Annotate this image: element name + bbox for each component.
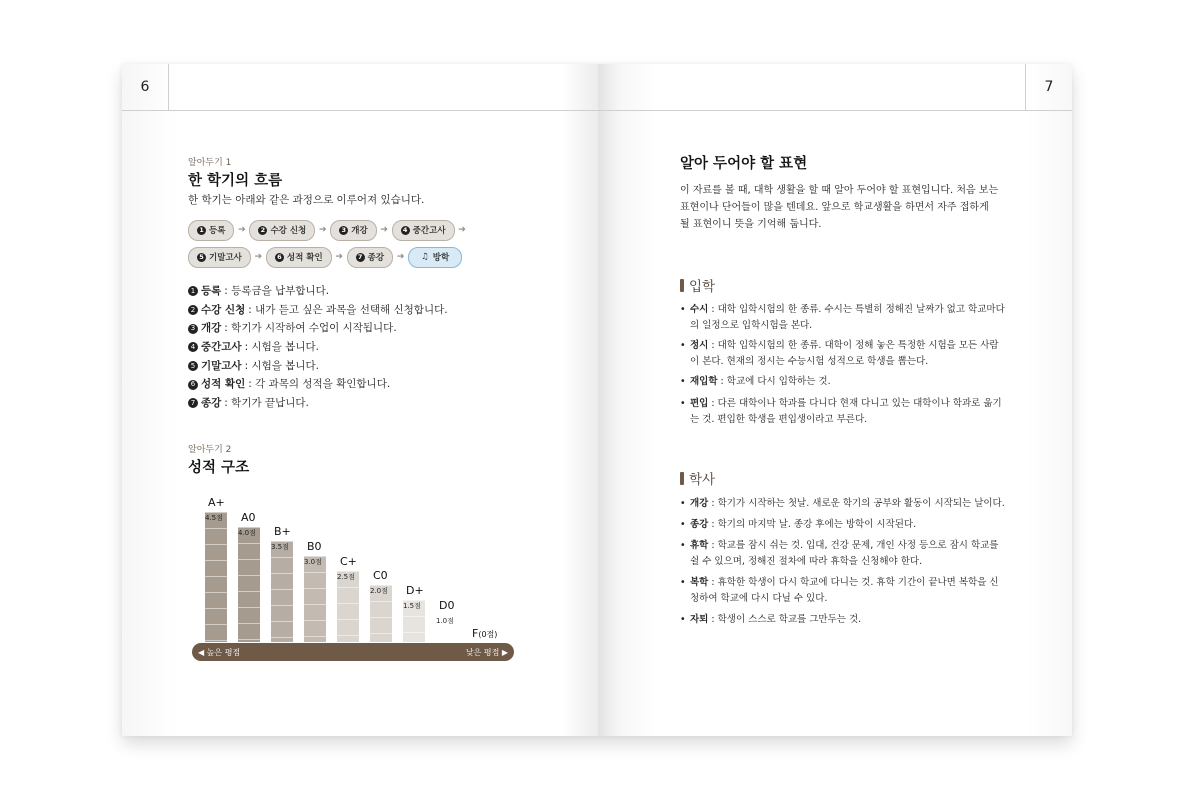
right-page bbox=[598, 64, 1072, 736]
step-number-badge: 2 bbox=[258, 226, 267, 235]
list-item: 1 등록 : 등록금을 납부합니다. bbox=[188, 282, 448, 301]
bar-value-label: 1.5점 bbox=[403, 602, 421, 610]
book-spread bbox=[122, 64, 1072, 736]
step-number-badge: 5 bbox=[188, 361, 198, 371]
step-number-badge: 3 bbox=[188, 324, 198, 334]
grade-label: A+ bbox=[208, 496, 225, 509]
list-item: 6 성적 확인 : 각 과목의 성적을 확인합니다. bbox=[188, 375, 448, 394]
grade-label: D+ bbox=[406, 584, 424, 597]
bar-value-label: 4.0점 bbox=[238, 529, 256, 537]
admission-term-list bbox=[680, 302, 1010, 428]
flow-step-course-registration: 2 수강 신청 bbox=[249, 220, 315, 241]
chart-gradient-band bbox=[192, 643, 514, 661]
header-divider bbox=[598, 110, 1072, 111]
section-marker bbox=[680, 472, 684, 485]
section-heading-admission: 입학 bbox=[680, 275, 715, 295]
arrow-right-icon: ➔ bbox=[238, 225, 246, 235]
band-label-low: 낮은 평점 ▶ bbox=[465, 647, 508, 657]
list-item: 7 종강 : 학기가 끝납니다. bbox=[188, 394, 448, 413]
list-item: • 휴학 : 학교를 잠시 쉬는 것. 입대, 건강 문제, 개인 사정 등으로 잠시 학교를 쉴 수 있으며, 정해진 절차에 따라 휴학을 신청해야 한다. bbox=[680, 538, 1010, 570]
list-item: 2 수강 신청 : 내가 듣고 싶은 과목을 선택해 신청합니다. bbox=[188, 301, 448, 320]
list-item: • 복학 : 휴학한 학생이 다시 학교에 다니는 것. 휴학 기간이 끝나면 복학을 신 청하여 학교에 다시 다닐 수 있다. bbox=[680, 575, 1010, 607]
flow-step-final: 5 기말고사 bbox=[188, 247, 251, 268]
flow-row-2 bbox=[188, 246, 462, 268]
music-note-icon: ♫ bbox=[421, 252, 429, 262]
bar-value-label: 3.5점 bbox=[271, 543, 289, 551]
grade-label: F(0점) bbox=[472, 627, 498, 640]
grade-label: D0 bbox=[439, 599, 455, 612]
list-item: 3 개강 : 학기가 시작하여 수업이 시작됩니다. bbox=[188, 319, 448, 338]
step-number-badge: 4 bbox=[188, 342, 198, 352]
list-item: • 편입 : 다른 대학이나 학과를 다니다 현재 다니고 있는 대학이나 학과로 옮기 는 것. 편입한 학생을 편입생이라고 부른다. bbox=[680, 396, 1010, 428]
list-item: • 재입학 : 학교에 다시 입학하는 것. bbox=[680, 374, 1010, 390]
list-item: • 자퇴 : 학생이 스스로 학교를 그만두는 것. bbox=[680, 612, 1010, 628]
section2-eyebrow: 알아두기 2 bbox=[188, 445, 232, 455]
section2-title: 성적 구조 bbox=[188, 460, 250, 476]
step-description-list bbox=[188, 282, 448, 413]
grade-chart bbox=[192, 489, 522, 669]
band-label-high: ◀ 높은 평점 bbox=[198, 647, 241, 657]
grade-bar bbox=[303, 555, 327, 643]
section1-title: 한 학기의 흐름 bbox=[188, 173, 283, 189]
header-divider bbox=[122, 110, 598, 111]
section-marker bbox=[680, 279, 684, 292]
list-item: 4 중간고사 : 시험을 봅니다. bbox=[188, 338, 448, 357]
step-number-badge: 2 bbox=[188, 305, 198, 315]
grade-label: C0 bbox=[373, 569, 388, 582]
arrow-right-icon: ➔ bbox=[254, 252, 263, 262]
step-number-badge: 7 bbox=[188, 398, 198, 408]
step-number-badge: 5 bbox=[197, 253, 206, 262]
flow-row-1 bbox=[188, 219, 470, 241]
arrow-right-icon: ➔ bbox=[458, 225, 466, 235]
bar-value-label: 3.0점 bbox=[304, 558, 322, 566]
list-item: • 개강 : 학기가 시작하는 첫날. 새로운 학기의 공부와 활동이 시작되는 날이다. bbox=[680, 496, 1010, 512]
flow-step-midterm: 4 중간고사 bbox=[392, 220, 455, 241]
page-number-left: 6 bbox=[122, 64, 169, 110]
bar-value-label: 1.0점 bbox=[436, 617, 454, 625]
list-item: • 수시 : 대학 입학시험의 한 종류. 수시는 특별히 정해진 날짜가 없고 학교마다 의 일정으로 입학시험을 본다. bbox=[680, 302, 1010, 334]
flow-step-semester-end: 7 종강 bbox=[347, 247, 393, 268]
arrow-right-icon: ➔ bbox=[380, 225, 388, 235]
step-number-badge: 3 bbox=[339, 226, 348, 235]
arrow-right-icon: ➔ bbox=[335, 252, 343, 262]
step-number-badge: 1 bbox=[188, 286, 198, 296]
step-number-badge: 4 bbox=[401, 226, 410, 235]
arrow-right-icon: ➔ bbox=[396, 252, 405, 262]
step-number-badge: 6 bbox=[188, 380, 198, 390]
grade-bar bbox=[270, 540, 294, 643]
grade-label: C+ bbox=[340, 555, 357, 568]
list-item: • 정시 : 대학 입학시험의 한 종류. 대학이 정해 놓은 특정한 시험을 모든 사람 이 본다. 현재의 정시는 수능시험 성적으로 학생을 뽑는다. bbox=[680, 338, 1010, 370]
bar-value-label: 2.5점 bbox=[337, 573, 355, 581]
section1-intro: 한 학기는 아래와 같은 과정으로 이루어져 있습니다. bbox=[188, 194, 425, 206]
section-heading-academic: 학사 bbox=[680, 468, 715, 488]
bar-value-label: (0점) bbox=[478, 630, 498, 639]
academic-term-list bbox=[680, 496, 1010, 628]
flow-step-grade-check: 6 성적 확인 bbox=[266, 247, 332, 268]
grade-label: A0 bbox=[241, 511, 256, 524]
flow-step-semester-start: 3 개강 bbox=[330, 220, 376, 241]
bar-value-label: 2.0점 bbox=[370, 587, 388, 595]
list-item: • 종강 : 학기의 마지막 날. 종강 후에는 방학이 시작된다. bbox=[680, 517, 1010, 533]
flow-step-vacation: ♫ 방학 bbox=[408, 247, 462, 268]
grade-label: B+ bbox=[274, 525, 291, 538]
right-page-intro: 이 자료를 볼 때, 대학 생활을 할 때 알아 두어야 할 표현입니다. 처음 보는 표현이나 단어들이 많을 텐데요. 앞으로 학교생활을 하면서 자주 접하게 될 표현이니 뜻을 기억해 둡니다. bbox=[680, 185, 999, 230]
grade-label: B0 bbox=[307, 540, 322, 553]
section1-eyebrow: 알아두기 1 bbox=[188, 158, 232, 168]
right-page-title: 알아 두어야 할 표현 bbox=[680, 156, 808, 172]
list-item: 5 기말고사 : 시험을 봅니다. bbox=[188, 357, 448, 376]
left-page bbox=[122, 64, 598, 736]
page-number-right: 7 bbox=[1025, 64, 1072, 110]
grade-bar bbox=[204, 511, 228, 643]
step-number-badge: 7 bbox=[356, 253, 365, 262]
bar-value-label: 4.5점 bbox=[205, 514, 223, 522]
flow-step-registration: 1 등록 bbox=[188, 220, 234, 241]
grade-bar bbox=[237, 526, 261, 643]
arrow-right-icon: ➔ bbox=[318, 225, 327, 235]
step-number-badge: 6 bbox=[275, 253, 284, 262]
step-number-badge: 1 bbox=[197, 226, 206, 235]
